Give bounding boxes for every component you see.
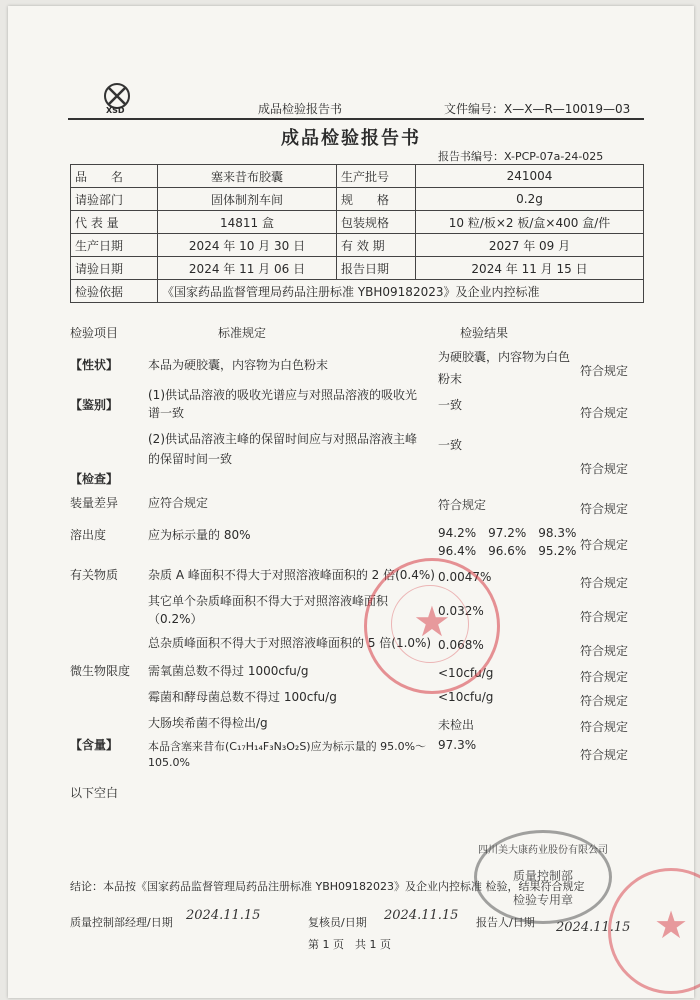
- reviewer-signature: 2024.11.15: [384, 908, 459, 923]
- table-cell: 固体制剂车间: [158, 188, 337, 211]
- item-label: 溶出度: [70, 528, 107, 542]
- standard-text: 杂质 A 峰面积不得大于对照溶液峰面积的 2 倍(0.4%): [148, 568, 435, 582]
- table-cell: 2027 年 09 月: [416, 234, 644, 257]
- standard-text: 应符合规定: [148, 496, 209, 510]
- standard-text: 的保留时间一致: [148, 452, 233, 466]
- conclusion-text: 符合规定: [580, 364, 629, 378]
- conclusion-text: 符合规定: [580, 694, 629, 708]
- section-xingzhuang: 【性状】: [70, 358, 119, 372]
- conclusion-text: 符合规定: [580, 406, 629, 420]
- result-text: 为硬胶囊，内容物为白色: [438, 350, 571, 364]
- basis-label: 检验依据: [71, 280, 158, 303]
- info-table: [70, 164, 644, 303]
- table-cell: 代 表 量: [71, 211, 158, 234]
- standard-text: 本品含塞来昔布(C₁₇H₁₄F₃N₃O₂S)应为标示量的 95.0%～: [148, 740, 427, 753]
- reporter-signature: 2024.11.15: [556, 920, 631, 935]
- result-text: <10cfu/g: [438, 666, 494, 680]
- col-result: 检验结果: [460, 326, 509, 340]
- table-row: [71, 280, 644, 303]
- basis-value: 《国家药品监督管理局药品注册标准 YBH09182023》及企业内控标准: [158, 280, 644, 303]
- result-text: <10cfu/g: [438, 690, 494, 704]
- seal-text: 检验专用章: [512, 893, 573, 907]
- col-item: 检验项目: [70, 326, 119, 340]
- standard-text: 谱一致: [148, 406, 185, 420]
- section-hanliang: 【含量】: [70, 738, 119, 752]
- standard-text: 需氧菌总数不得过 1000cfu/g: [148, 664, 309, 678]
- page-number: 第 1 页 共 1 页: [308, 938, 391, 951]
- header-doc-label: 成品检验报告书: [258, 102, 343, 116]
- reporter-label: 报告人/日期: [476, 916, 535, 929]
- conclusion-text: 符合规定: [580, 502, 629, 516]
- item-label: 微生物限度: [70, 664, 131, 678]
- result-text: 94.2% 97.2% 98.3%: [438, 526, 577, 540]
- table-cell: 请验部门: [71, 188, 158, 211]
- conclusion-text: 符合规定: [580, 720, 629, 734]
- conclusion-text: 符合规定: [580, 538, 629, 552]
- report-number: 报告书编号：X-PCP-07a-24-025: [438, 150, 604, 163]
- table-row: [71, 188, 644, 211]
- item-label: 装量差异: [70, 496, 119, 510]
- qc-manager-label: 质量控制部经理/日期: [70, 916, 173, 929]
- result-text: 未检出: [438, 718, 475, 732]
- table-cell: 生产日期: [71, 234, 158, 257]
- table-cell: 包装规格: [337, 211, 416, 234]
- standard-text: (2)供试品溶液主峰的保留时间应与对照品溶液主峰: [148, 432, 417, 446]
- conclusion-text: 符合规定: [580, 670, 629, 684]
- table-cell: 生产批号: [337, 165, 416, 188]
- section-jianbie: 【鉴别】: [70, 398, 119, 412]
- table-cell: 塞来昔布胶囊: [158, 165, 337, 188]
- reviewer-label: 复核员/日期: [308, 916, 367, 929]
- result-text: 符合规定: [438, 498, 487, 512]
- section-jiancha: 【检查】: [70, 472, 119, 486]
- star-icon: ★: [653, 903, 689, 947]
- result-text: 0.0047%: [438, 570, 492, 584]
- table-row: [71, 234, 644, 257]
- table-row: [71, 257, 644, 280]
- seal-text: 质量控制部: [512, 869, 573, 883]
- conclusion-text: 符合规定: [580, 576, 629, 590]
- table-row: [71, 211, 644, 234]
- table-cell: 请验日期: [71, 257, 158, 280]
- result-text: 96.4% 96.6% 95.2%: [438, 544, 577, 558]
- report-title: 成品检验报告书: [281, 128, 421, 149]
- result-text: 0.032%: [438, 604, 484, 618]
- result-text: 一致: [438, 398, 463, 412]
- table-cell: 10 粒/板×2 板/盒×400 盒/件: [416, 211, 644, 234]
- logo-text: XSD: [106, 106, 125, 115]
- standard-text: 大肠埃希菌不得检出/g: [148, 716, 268, 730]
- standard-text: 其它单个杂质峰面积不得大于对照溶液峰面积: [148, 594, 389, 608]
- table-cell: 0.2g: [416, 188, 644, 211]
- file-number: 文件编号：X—X—R—10019—03: [444, 102, 631, 116]
- table-cell: 241004: [416, 165, 644, 188]
- standard-text: 总杂质峰面积不得大于对照溶液峰面积的 5 倍(1.0%): [148, 636, 432, 650]
- result-text: 0.068%: [438, 638, 484, 652]
- star-icon: ★: [413, 597, 451, 646]
- table-row: [71, 165, 644, 188]
- standard-text: （0.2%）: [148, 612, 203, 626]
- conclusion-text: 符合规定: [580, 610, 629, 624]
- qc-manager-signature: 2024.11.15: [186, 908, 261, 923]
- table-cell: 有 效 期: [337, 234, 416, 257]
- table-cell: 2024 年 11 月 06 日: [158, 257, 337, 280]
- standard-text: (1)供试品溶液的吸收光谱应与对照品溶液的吸收光: [148, 388, 417, 402]
- table-cell: 报告日期: [337, 257, 416, 280]
- red-quality-seal: [608, 868, 700, 994]
- blank-note: 以下空白: [70, 786, 119, 800]
- header-rule: [68, 118, 644, 120]
- table-cell: 2024 年 10 月 30 日: [158, 234, 337, 257]
- company-logo: [100, 82, 134, 116]
- conclusion-text: 符合规定: [580, 644, 629, 658]
- conclusion-text: 符合规定: [580, 748, 629, 762]
- table-cell: 品 名: [71, 165, 158, 188]
- col-standard: 标准规定: [218, 326, 267, 340]
- result-text: 97.3%: [438, 738, 477, 752]
- standard-text: 105.0%: [148, 756, 190, 769]
- gray-inspection-seal: [474, 830, 612, 924]
- conclusion-line: 结论：本品按《国家药品监督管理局药品注册标准 YBH09182023》及企业内控标准 检验，结果符合规定: [70, 880, 585, 893]
- standard-text: 霉菌和酵母菌总数不得过 100cfu/g: [148, 690, 337, 704]
- table-cell: 规 格: [337, 188, 416, 211]
- result-text: 一致: [438, 438, 463, 452]
- item-label: 有关物质: [70, 568, 119, 582]
- red-company-seal: [364, 558, 500, 694]
- table-cell: 2024 年 11 月 15 日: [416, 257, 644, 280]
- report-page: [8, 6, 694, 998]
- standard-text: 本品为硬胶囊，内容物为白色粉末: [148, 358, 329, 372]
- conclusion-text: 符合规定: [580, 462, 629, 476]
- table-cell: 14811 盒: [158, 211, 337, 234]
- seal-text: 四川美大康药业股份有限公司: [478, 845, 608, 856]
- result-text: 粉末: [438, 372, 463, 386]
- standard-text: 应为标示量的 80%: [148, 528, 251, 542]
